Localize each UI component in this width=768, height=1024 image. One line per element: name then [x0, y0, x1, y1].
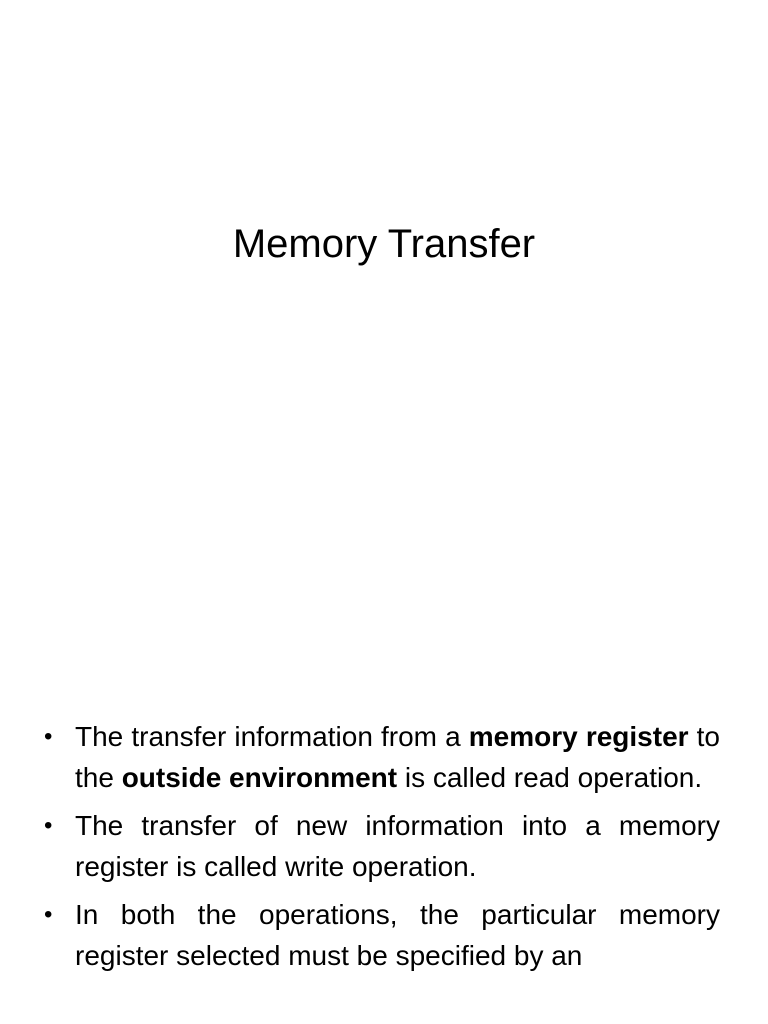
bullet-text-segment: The transfer information from a [75, 721, 469, 752]
bullet-item [44, 805, 720, 887]
bold-term: memory register [468, 721, 689, 752]
bullet-list [44, 716, 720, 983]
bullet-marker: • [44, 901, 53, 928]
bullet-text [75, 721, 720, 793]
bullet-text: In both the operations, the particular memory register selected must be specified by an [75, 899, 720, 971]
bullet-item [44, 716, 720, 798]
bullet-text-segment: is called read operation. [397, 762, 703, 793]
bullet-text: The transfer of new information into a memory register is called write operation. [75, 810, 720, 882]
bullet-text-segment: to the [75, 721, 721, 793]
bullet-marker: • [44, 723, 53, 750]
slide-title: Memory Transfer [232, 222, 536, 266]
bullet-marker: • [44, 812, 53, 839]
bullet-item [44, 894, 720, 976]
bold-term: outside environment [121, 762, 398, 793]
